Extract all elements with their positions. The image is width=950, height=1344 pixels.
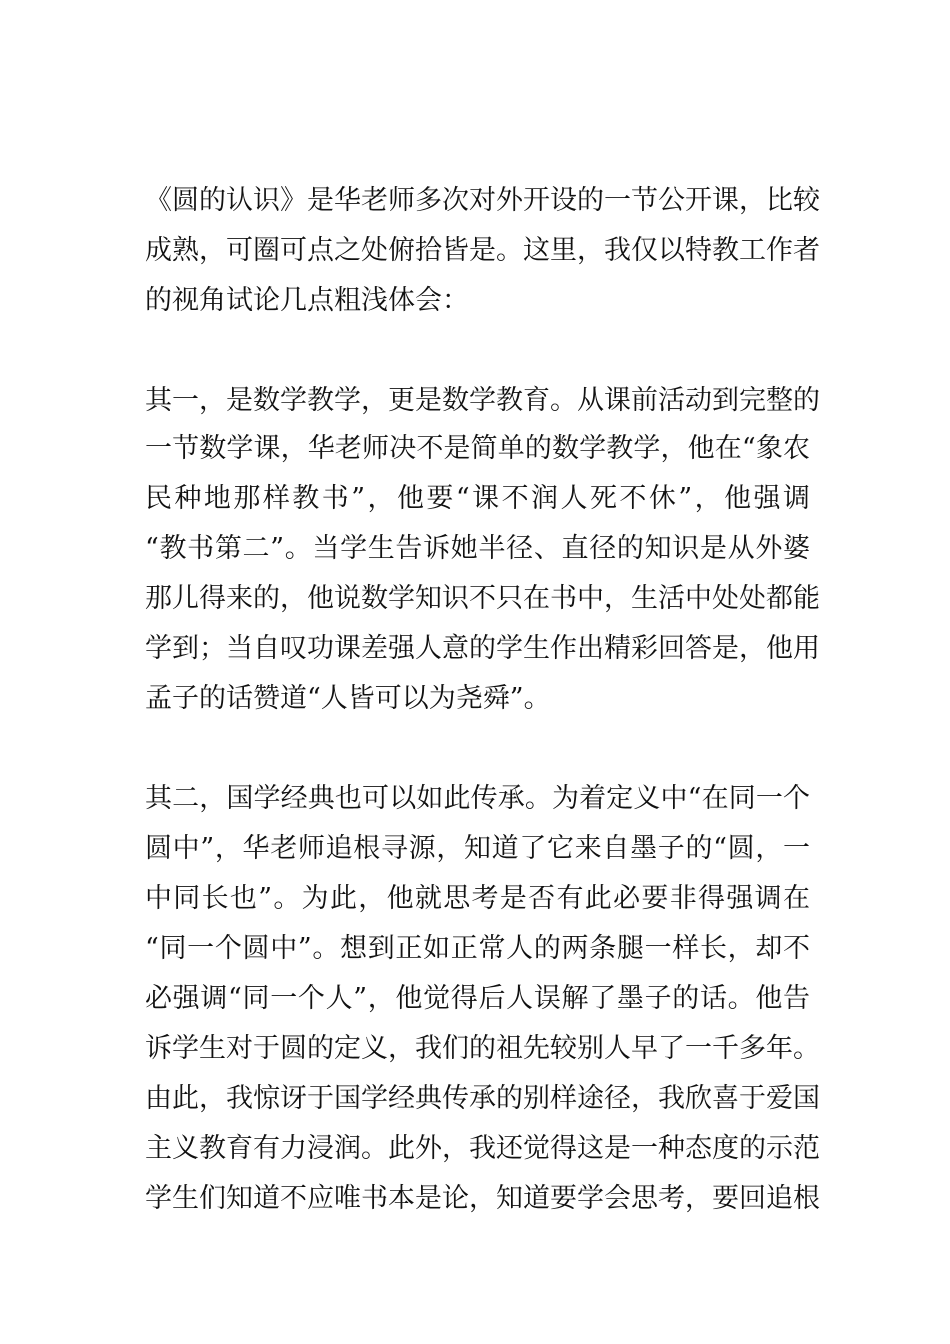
paragraph-line: 民种地那样教书”，他要“课不润人死不休”，他强调	[145, 483, 810, 514]
paragraph-line: 中同长也”。为此，他就思考是否有此必要非得强调在	[145, 883, 810, 914]
paragraph-line: 学生们知道不应唯书本是论，知道要学会思考，要回追根	[145, 1183, 820, 1214]
paragraph-line: 的视角试论几点粗浅体会：	[145, 285, 469, 316]
paragraph-line: 必强调“同一个人”，他觉得后人误解了墨子的话。他告	[145, 983, 810, 1014]
paragraph-line: 圆中”，华老师追根寻源，知道了它来自墨子的“圆，一	[145, 833, 810, 864]
paragraph-line: 诉学生对于圆的定义，我们的祖先较别人早了一千多年。	[145, 1033, 820, 1064]
paragraph-line: “同一个圆中”。想到正如正常人的两条腿一样长，却不	[145, 933, 810, 964]
paragraph-line: 主义教育有力浸润。此外，我还觉得这是一种态度的示范	[145, 1133, 820, 1164]
paragraph-line: 一节数学课，华老师决不是简单的数学教学，他在“象农	[145, 433, 810, 464]
paragraph-line: 孟子的话赞道“人皆可以为尧舜”。	[145, 683, 551, 714]
paragraph-line: 那儿得来的，他说数学知识不只在书中，生活中处处都能	[145, 583, 820, 614]
paragraph-line: 成熟，可圈可点之处俯拾皆是。这里，我仅以特教工作者	[145, 235, 820, 266]
paragraph-line: 其一，是数学教学，更是数学教育。从课前活动到完整的	[145, 385, 820, 416]
paragraph-line: 其二，国学经典也可以如此传承。为着定义中“在同一个	[145, 783, 810, 814]
paragraph-line: 由此，我惊讶于国学经典传承的别样途径，我欣喜于爱国	[145, 1083, 820, 1114]
paragraph-line: “教书第二”。当学生告诉她半径、直径的知识是从外婆	[145, 533, 810, 564]
paragraph-line: 《圆的认识》是华老师多次对外开设的一节公开课，比较	[145, 185, 820, 216]
paragraph-line: 学到；当自叹功课差强人意的学生作出精彩回答是，他用	[145, 633, 820, 664]
